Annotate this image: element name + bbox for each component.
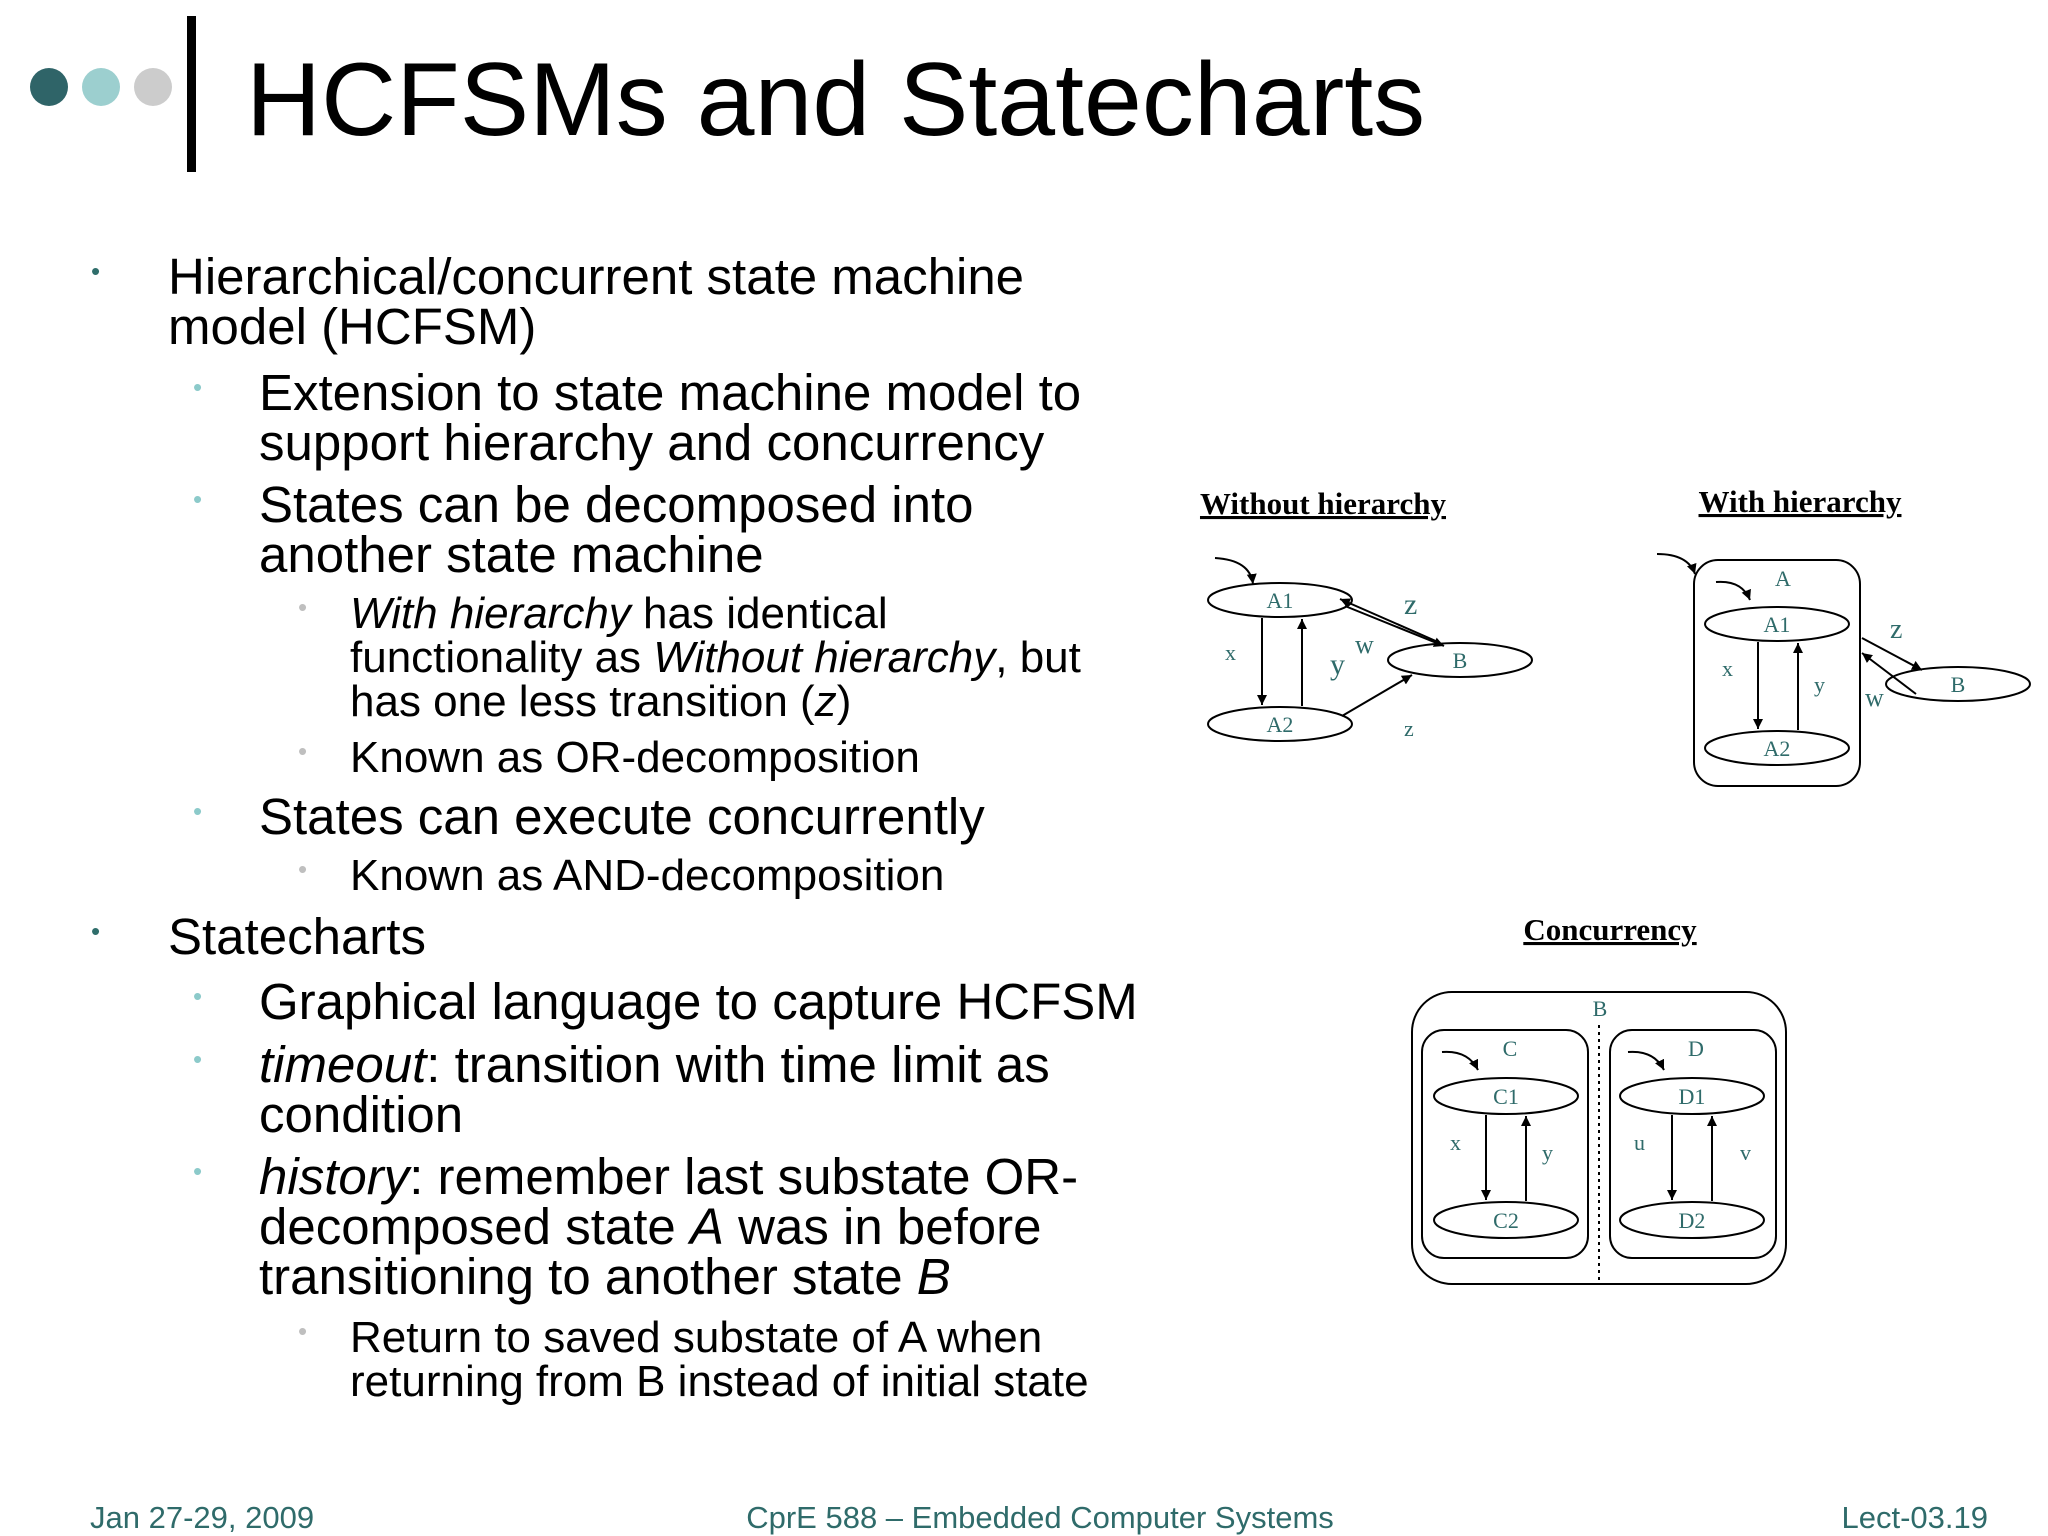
bullet-text: has identical: [630, 589, 888, 638]
transition-label: y: [1330, 648, 1345, 681]
bullet-marker: •: [193, 981, 203, 1011]
slide-title: HCFSMs and Statecharts: [246, 42, 1426, 158]
bullet-text: Statecharts: [168, 908, 426, 965]
bullet-text: condition: [259, 1086, 464, 1143]
state-label: A1: [1763, 612, 1791, 637]
diagram-title: Without hierarchy: [1199, 486, 1447, 521]
initial-arrow-inner: [1716, 582, 1750, 600]
transition-label: x: [1450, 1130, 1461, 1155]
italic-term: B: [916, 1248, 951, 1305]
footer-date: Jan 27-29, 2009: [90, 1500, 315, 1535]
bullet-text: another state machine: [259, 526, 764, 583]
bullet-marker: •: [193, 1156, 203, 1186]
bullet-text: Known as AND-decomposition: [350, 851, 945, 900]
diagram-without-hierarchy: [1180, 478, 1540, 758]
transition-z2: [1342, 675, 1412, 716]
bullet-text: Extension to state machine model to: [259, 364, 1082, 421]
state-label: C: [1502, 1036, 1518, 1061]
initial-arrow-outer: [1657, 554, 1695, 574]
transition-label: z: [1404, 716, 1414, 741]
bullet-text: returning from B instead of initial state: [350, 1357, 1089, 1406]
transition-label: x: [1225, 640, 1236, 665]
state-label: C2: [1493, 1208, 1519, 1233]
bullet-text: ): [836, 677, 852, 726]
state-label: A2: [1266, 712, 1294, 737]
bullet-text: States can execute concurrently: [259, 788, 985, 845]
state-label: A: [1775, 566, 1791, 591]
state-label: A1: [1266, 588, 1294, 613]
transition-label: w: [1865, 683, 1884, 712]
bullet-marker: •: [193, 796, 203, 826]
bullet-marker: •: [298, 736, 308, 766]
bullet-text: model (HCFSM): [168, 298, 537, 355]
transition-label: y: [1542, 1140, 1553, 1165]
state-label: D1: [1678, 1084, 1706, 1109]
italic-term: history: [259, 1148, 410, 1205]
diagram-title: With hierarchy: [1698, 484, 1902, 519]
bullet-text: support hierarchy and concurrency: [259, 414, 1045, 471]
transition-label: u: [1634, 1130, 1645, 1155]
bullet-text: functionality as: [350, 633, 654, 682]
bullet-text: Return to saved substate of A when: [350, 1313, 1043, 1362]
transition-label: w: [1355, 630, 1374, 659]
transition-label: v: [1740, 1140, 1751, 1165]
bullet-text: States can be decomposed into: [259, 476, 974, 533]
bullet-text: : transition with time limit as: [426, 1036, 1050, 1093]
diagram-concurrency: [1400, 910, 1800, 1290]
initial-arrow: [1215, 558, 1253, 584]
bullet-text: : remember last substate OR-: [409, 1148, 1079, 1205]
italic-term: A: [689, 1198, 724, 1255]
bullet-text: Graphical language to capture HCFSM: [259, 973, 1138, 1030]
transition-label: y: [1814, 672, 1825, 697]
italic-term: With hierarchy: [350, 589, 631, 638]
footer-course: CprE 588 – Embedded Computer Systems: [746, 1500, 1334, 1535]
initial-arrow-d: [1628, 1052, 1664, 1070]
bullet-text: Known as OR-decomposition: [350, 733, 920, 782]
diagram-title: Concurrency: [1523, 912, 1697, 947]
bullet-marker: •: [298, 854, 308, 884]
state-label: B: [1452, 648, 1468, 673]
bullet-marker: •: [193, 484, 203, 514]
bullet-text: decomposed state: [259, 1198, 690, 1255]
state-label: A2: [1763, 736, 1791, 761]
transition-label: z: [1890, 614, 1903, 645]
bullet-marker: •: [91, 916, 101, 946]
italic-term: Without hierarchy: [653, 633, 996, 682]
bullet-text: Hierarchical/concurrent state machine: [168, 248, 1025, 305]
state-label: B: [1950, 672, 1966, 697]
bullet-text: has one less transition (: [350, 677, 815, 726]
state-label: C1: [1493, 1084, 1519, 1109]
state-label: D2: [1678, 1208, 1706, 1233]
transition-label: x: [1722, 656, 1733, 681]
footer-lecture: Lect-03.19: [1841, 1500, 1988, 1535]
bullet-marker: •: [91, 256, 101, 286]
initial-arrow-c: [1442, 1052, 1478, 1070]
state-label: D: [1688, 1036, 1704, 1061]
italic-term: z: [814, 677, 837, 726]
bullet-text: was in before: [723, 1198, 1042, 1255]
bullet-marker: •: [193, 1044, 203, 1074]
bullet-marker: •: [298, 592, 308, 622]
bullet-text: transitioning to another state: [259, 1248, 917, 1305]
transition-label: z: [1404, 588, 1418, 621]
bullet-marker: •: [193, 372, 203, 402]
italic-term: timeout: [259, 1036, 427, 1093]
diagram-with-hierarchy: [1640, 478, 2040, 798]
state-label: B: [1592, 996, 1608, 1021]
bullet-text: , but: [995, 633, 1081, 682]
bullet-marker: •: [298, 1316, 308, 1346]
